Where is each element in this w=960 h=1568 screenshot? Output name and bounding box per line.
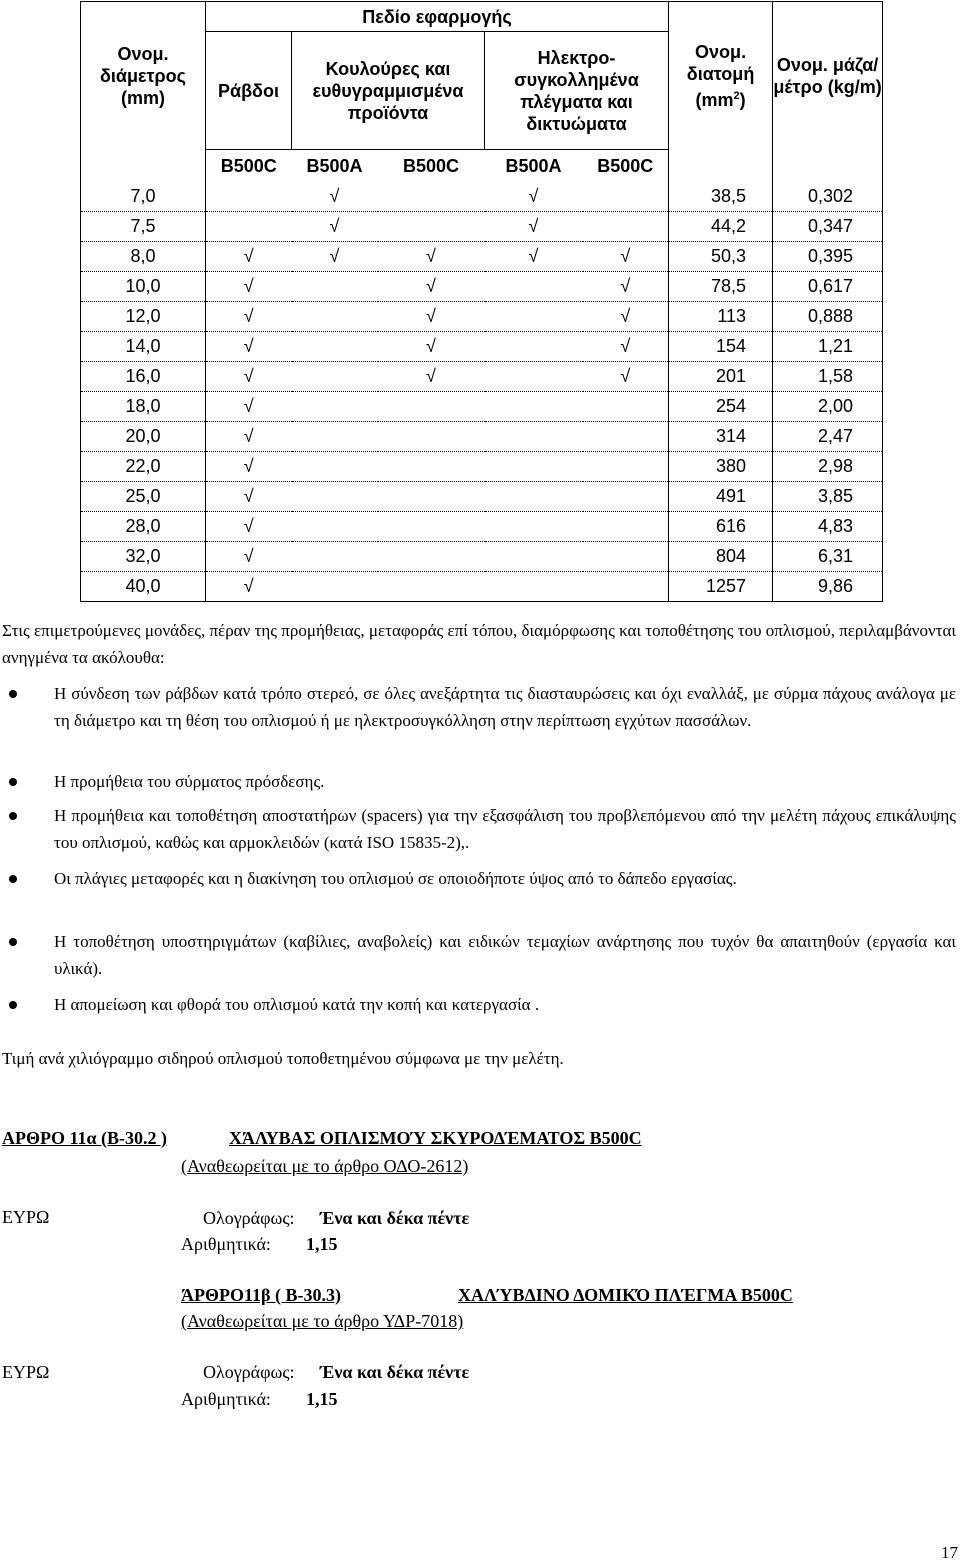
- check-cell: √: [206, 271, 292, 301]
- mass-cell: 1,58: [773, 361, 883, 391]
- header-section: Ονομ. διατομή $(mm^2)$: [669, 2, 773, 150]
- area-cell: 154: [669, 331, 773, 361]
- check-cell: √: [583, 361, 669, 391]
- mass-cell: 0,302: [773, 182, 883, 212]
- price-note: Τιμή ανά χιλιόγραμμο σιδηρού οπλισμού τοποθετημένου σύμφωνα με την μελέτη.: [2, 1049, 564, 1068]
- area-cell: 38,5: [669, 182, 773, 212]
- diameter-cell: 14,0: [81, 331, 206, 361]
- check-cell: [292, 511, 378, 541]
- mass-cell: 1,21: [773, 331, 883, 361]
- check-cell: [485, 271, 583, 301]
- list-item: Η σύνδεση των ράβδων κατά τρόπο στερεό, σε όλες ανεξάρτητα τις διασταυρώσεις και όχι εναλλάξ, με σύρμα πάχους ανάλογα με τη διάμετρο και τη θέση του οπλισμού ή με ηλεκτροσυγκόλληση στην περίπτωση εγχύτων πασσάλων.: [54, 684, 956, 730]
- check-cell: [583, 391, 669, 421]
- check-cell: √: [206, 241, 292, 271]
- check-cell: √: [206, 541, 292, 571]
- table-row: [81, 421, 883, 451]
- check-cell: [485, 481, 583, 511]
- check-cell: √: [292, 241, 378, 271]
- article-code: ΆΡΘΡΟ11β ( Β-30.3): [181, 1285, 341, 1305]
- area-cell: 491: [669, 481, 773, 511]
- check-cell: [378, 571, 485, 601]
- check-cell: [292, 361, 378, 391]
- check-cell: [206, 182, 292, 212]
- check-cell: [485, 391, 583, 421]
- check-cell: √: [206, 391, 292, 421]
- grade-label: B500A: [485, 150, 583, 182]
- check-cell: [292, 451, 378, 481]
- check-cell: √: [485, 241, 583, 271]
- check-cell: [206, 211, 292, 241]
- check-cell: [378, 421, 485, 451]
- currency-label: ΕΥΡΩ: [2, 1362, 50, 1382]
- diameter-cell: 7,0: [81, 182, 206, 212]
- diameter-cell: 25,0: [81, 481, 206, 511]
- article-title: ΧΑΛΎΒΔΙΝΟ ΔΟΜΙΚΌ ΠΛΈΓΜΑ B500C: [458, 1285, 793, 1305]
- article-revised: (Αναθεωρείται με το άρθρο ΥΔΡ-7018): [181, 1311, 464, 1331]
- check-cell: [378, 182, 485, 212]
- words-value: Ένα και δέκα πέντε: [320, 1362, 470, 1382]
- words-label: Ολογράφως:: [203, 1208, 295, 1228]
- bullet-dot: [9, 875, 17, 883]
- area-cell: 113: [669, 301, 773, 331]
- check-cell: √: [206, 331, 292, 361]
- diameter-cell: 18,0: [81, 391, 206, 421]
- check-cell: [485, 541, 583, 571]
- table-row: [81, 331, 883, 361]
- header-mass: Ονομ. μάζα/ μέτρο (kg/m): [773, 2, 883, 150]
- header-bars: Ράβδοι: [206, 32, 292, 150]
- check-cell: √: [206, 511, 292, 541]
- table-row: [81, 451, 883, 481]
- check-cell: √: [583, 301, 669, 331]
- grade-row: [81, 150, 883, 182]
- check-cell: [292, 481, 378, 511]
- header-coils: Κουλούρες και ευθυγραμμισμένα προϊόντα: [292, 32, 485, 150]
- check-cell: √: [378, 241, 485, 271]
- check-cell: [292, 391, 378, 421]
- bullet-dot: [9, 812, 17, 820]
- check-cell: [292, 301, 378, 331]
- diameter-cell: 40,0: [81, 571, 206, 601]
- check-cell: [378, 451, 485, 481]
- check-cell: [485, 571, 583, 601]
- check-cell: [583, 541, 669, 571]
- check-cell: [583, 481, 669, 511]
- words-label: Ολογράφως:: [203, 1362, 295, 1382]
- diameter-cell: 8,0: [81, 241, 206, 271]
- check-cell: [378, 481, 485, 511]
- grade-label: B500A: [292, 150, 378, 182]
- table-row: [81, 481, 883, 511]
- rebar-spec-table: [80, 1, 883, 602]
- table-row: [81, 511, 883, 541]
- list-item: Οι πλάγιες μεταφορές και η διακίνηση του οπλισμού σε οποιοδήποτε ύψος από το δάπεδο εργασίας.: [54, 869, 737, 888]
- check-cell: [583, 421, 669, 451]
- diameter-cell: 32,0: [81, 541, 206, 571]
- check-cell: [583, 511, 669, 541]
- grade-label: B500C: [378, 150, 485, 182]
- check-cell: √: [378, 331, 485, 361]
- area-cell: 44,2: [669, 211, 773, 241]
- area-cell: 78,5: [669, 271, 773, 301]
- check-cell: [485, 301, 583, 331]
- table-row: [81, 541, 883, 571]
- check-cell: [583, 211, 669, 241]
- article-title: ΧΆΛΥΒΑΣ ΟΠΛΙΣΜΟΎ ΣΚΥΡΟΔΈΜΑΤΟΣ B500C: [229, 1128, 642, 1148]
- area-cell: 254: [669, 391, 773, 421]
- check-cell: [485, 361, 583, 391]
- table-row: [81, 211, 883, 241]
- table-row: [81, 391, 883, 421]
- diameter-cell: 12,0: [81, 301, 206, 331]
- check-cell: √: [206, 481, 292, 511]
- check-cell: [583, 182, 669, 212]
- check-cell: √: [206, 451, 292, 481]
- bullet-dot: [9, 778, 17, 786]
- check-cell: √: [378, 271, 485, 301]
- list-item: Η απομείωση και φθορά του οπλισμού κατά την κοπή και κατεργασία .: [54, 995, 540, 1014]
- list-item: Η προμήθεια και τοποθέτηση αποστατήρων (spacers) για την εξασφάλιση του προβλεπόμενου από την μελέτη πάχους επικάλυψης του οπλισμού, καθώς και αρμοκλειδών (κατά ISO 15835-2),.: [54, 806, 956, 852]
- check-cell: [378, 511, 485, 541]
- check-cell: √: [292, 182, 378, 212]
- check-cell: √: [583, 241, 669, 271]
- table-row: [81, 182, 883, 212]
- area-cell: 380: [669, 451, 773, 481]
- table-row: [81, 271, 883, 301]
- bullet-dot: [9, 1001, 17, 1009]
- check-cell: [292, 571, 378, 601]
- numeric-label: Αριθμητικά:: [181, 1234, 271, 1254]
- page-number: 17: [941, 1543, 958, 1562]
- check-cell: [292, 331, 378, 361]
- check-cell: [378, 391, 485, 421]
- check-cell: √: [206, 361, 292, 391]
- check-cell: √: [206, 571, 292, 601]
- header-mesh: Ηλεκτρο- συγκολλημένα πλέγματα και δικτυώματα: [485, 32, 669, 150]
- check-cell: √: [378, 361, 485, 391]
- table-row: [81, 361, 883, 391]
- mass-cell: 2,98: [773, 451, 883, 481]
- table-row: [81, 301, 883, 331]
- check-cell: √: [485, 211, 583, 241]
- check-cell: [378, 541, 485, 571]
- diameter-cell: 20,0: [81, 421, 206, 451]
- intro-paragraph: Στις επιμετρούμενες μονάδες, πέραν της προμήθειας, μεταφοράς επί τόπου, διαμόρφωσης και τοποθέτησης του οπλισμού, περιλαμβάνονται ανηγμένα τα ακόλουθα:: [2, 621, 956, 667]
- mass-cell: 0,347: [773, 211, 883, 241]
- bullet-dot: [9, 690, 17, 698]
- mass-cell: 3,85: [773, 481, 883, 511]
- area-cell: 50,3: [669, 241, 773, 271]
- check-cell: √: [583, 331, 669, 361]
- diameter-cell: 22,0: [81, 451, 206, 481]
- check-cell: [485, 331, 583, 361]
- area-cell: 201: [669, 361, 773, 391]
- numeric-value: 1,15: [306, 1234, 338, 1254]
- area-cell: 616: [669, 511, 773, 541]
- diameter-cell: 28,0: [81, 511, 206, 541]
- check-cell: [485, 451, 583, 481]
- check-cell: [292, 421, 378, 451]
- header-field: Πεδίο εφαρμογής: [206, 2, 669, 32]
- diameter-cell: 7,5: [81, 211, 206, 241]
- check-cell: √: [378, 301, 485, 331]
- currency-label: ΕΥΡΩ: [2, 1207, 50, 1227]
- header-diameter: Ονομ. διάμετρος (mm): [81, 2, 206, 150]
- mass-cell: 9,86: [773, 571, 883, 601]
- grade-label: B500C: [206, 150, 292, 182]
- check-cell: √: [206, 301, 292, 331]
- mass-cell: 2,47: [773, 421, 883, 451]
- bullet-dot: [9, 938, 17, 946]
- grade-label: B500C: [583, 150, 669, 182]
- check-cell: √: [292, 211, 378, 241]
- check-cell: [583, 571, 669, 601]
- numeric-value: 1,15: [306, 1389, 338, 1409]
- check-cell: [292, 541, 378, 571]
- list-item: Η προμήθεια του σύρματος πρόσδεσης.: [54, 772, 325, 791]
- article-revised: (Αναθεωρείται με το άρθρο ΟΔΟ-2612): [181, 1156, 469, 1176]
- article-code: ΑΡΘΡΟ 11α (Β-30.2 ): [2, 1128, 168, 1148]
- diameter-cell: 10,0: [81, 271, 206, 301]
- check-cell: [292, 271, 378, 301]
- mass-cell: 2,00: [773, 391, 883, 421]
- area-cell: 804: [669, 541, 773, 571]
- check-cell: √: [206, 421, 292, 451]
- check-cell: √: [485, 182, 583, 212]
- words-value: Ένα και δέκα πέντε: [320, 1208, 470, 1228]
- check-cell: [485, 421, 583, 451]
- mass-cell: 0,395: [773, 241, 883, 271]
- mass-cell: 6,31: [773, 541, 883, 571]
- area-cell: 1257: [669, 571, 773, 601]
- check-cell: [583, 451, 669, 481]
- mass-cell: 0,617: [773, 271, 883, 301]
- area-cell: 314: [669, 421, 773, 451]
- list-item: Η τοποθέτηση υποστηριγμάτων (καβίλιες, αναβολείς) και ειδικών τεμαχίων ανάρτησης που τυχόν θα απαιτηθούν (εργασία και υλικά).: [54, 932, 956, 978]
- table-row: [81, 241, 883, 271]
- mass-cell: 4,83: [773, 511, 883, 541]
- check-cell: [485, 511, 583, 541]
- mass-cell: 0,888: [773, 301, 883, 331]
- numeric-label: Αριθμητικά:: [181, 1389, 271, 1409]
- check-cell: √: [583, 271, 669, 301]
- diameter-cell: 16,0: [81, 361, 206, 391]
- table-row: [81, 571, 883, 601]
- check-cell: [378, 211, 485, 241]
